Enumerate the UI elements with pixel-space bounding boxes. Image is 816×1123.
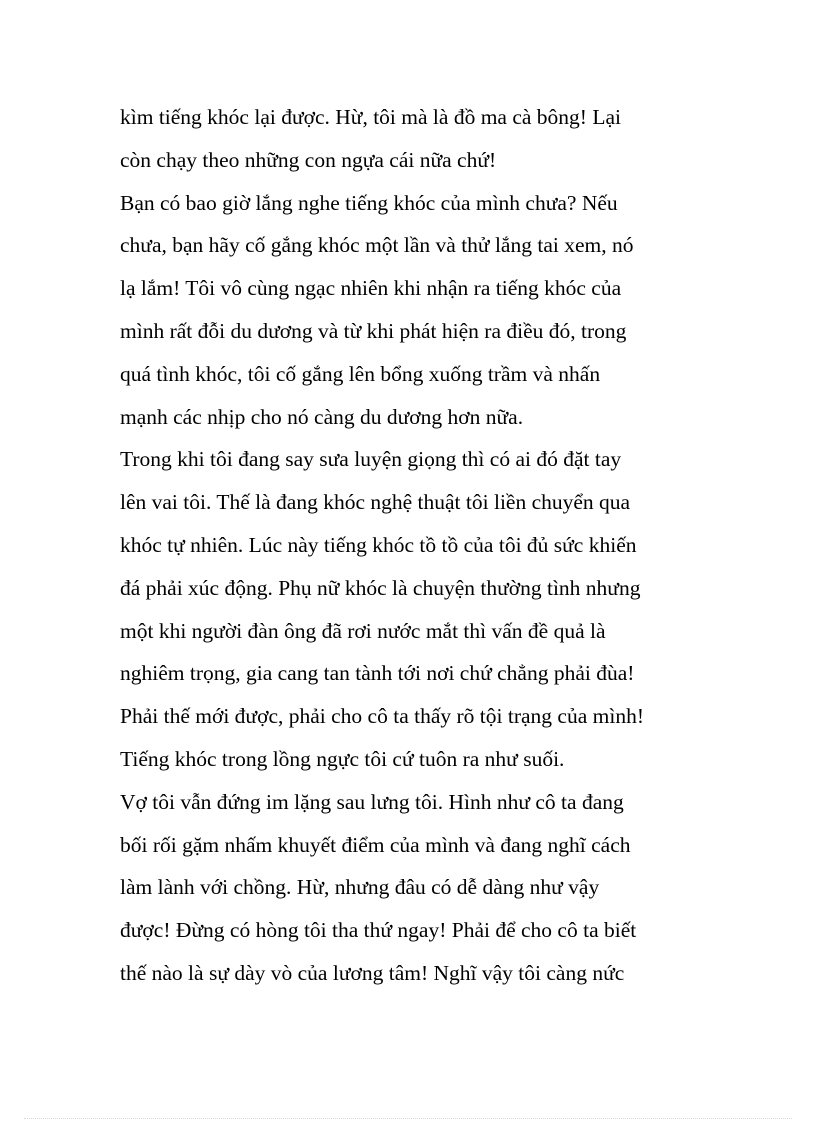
- text-line: Phải thế mới được, phải cho cô ta thấy rõ tội trạng của mình!: [120, 704, 644, 729]
- text-line: thế nào là sự dày vò của lương tâm! Nghĩ vậy tôi càng nức: [120, 960, 625, 985]
- text-line: Tiếng khóc trong lồng ngực tôi cứ tuôn ra như suối.: [120, 746, 565, 771]
- text-line: còn chạy theo những con ngựa cái nữa chứ!: [120, 147, 497, 172]
- text-line: quá tình khóc, tôi cố gắng lên bổng xuống trầm và nhấn: [120, 361, 601, 386]
- text-line: nghiêm trọng, gia cang tan tành tới nơi chứ chẳng phải đùa!: [120, 661, 635, 686]
- text-line: Trong khi tôi đang say sưa luyện giọng thì có ai đó đặt tay: [120, 447, 622, 472]
- text-line: lạ lắm! Tôi vô cùng ngạc nhiên khi nhận ra tiếng khóc của: [120, 276, 622, 301]
- page-bottom-divider: [24, 1118, 792, 1119]
- text-line: mình rất đỗi du dương và từ khi phát hiện ra điều đó, trong: [120, 318, 627, 343]
- text-line: Bạn có bao giờ lắng nghe tiếng khóc của mình chưa? Nếu: [120, 190, 618, 215]
- text-line: khóc tự nhiên. Lúc này tiếng khóc tồ tồ của tôi đủ sức khiến: [120, 532, 637, 557]
- text-line: kìm tiếng khóc lại được. Hừ, tôi mà là đồ ma cà bông! Lại: [120, 105, 621, 129]
- text-line: chưa, bạn hãy cố gắng khóc một lần và thử lắng tai xem, nó: [120, 233, 634, 258]
- text-line: lên vai tôi. Thế là đang khóc nghệ thuật tôi liền chuyển qua: [120, 490, 631, 515]
- body-text: [120, 96, 710, 995]
- text-line: được! Đừng có hòng tôi tha thứ ngay! Phải để cho cô ta biết: [120, 918, 637, 943]
- text-line: Vợ tôi vẫn đứng im lặng sau lưng tôi. Hình như cô ta đang: [120, 789, 624, 814]
- text-line: làm lành với chồng. Hừ, nhưng đâu có dễ dàng như vậy: [120, 875, 600, 900]
- text-line: bối rối gặm nhấm khuyết điểm của mình và đang nghĩ cách: [120, 832, 631, 857]
- text-line: đá phải xúc động. Phụ nữ khóc là chuyện thường tình nhưng: [120, 575, 641, 600]
- text-line: một khi người đàn ông đã rơi nước mắt thì vấn đề quả là: [120, 618, 606, 643]
- text-line: mạnh các nhịp cho nó càng du dương hơn nữa.: [120, 404, 524, 429]
